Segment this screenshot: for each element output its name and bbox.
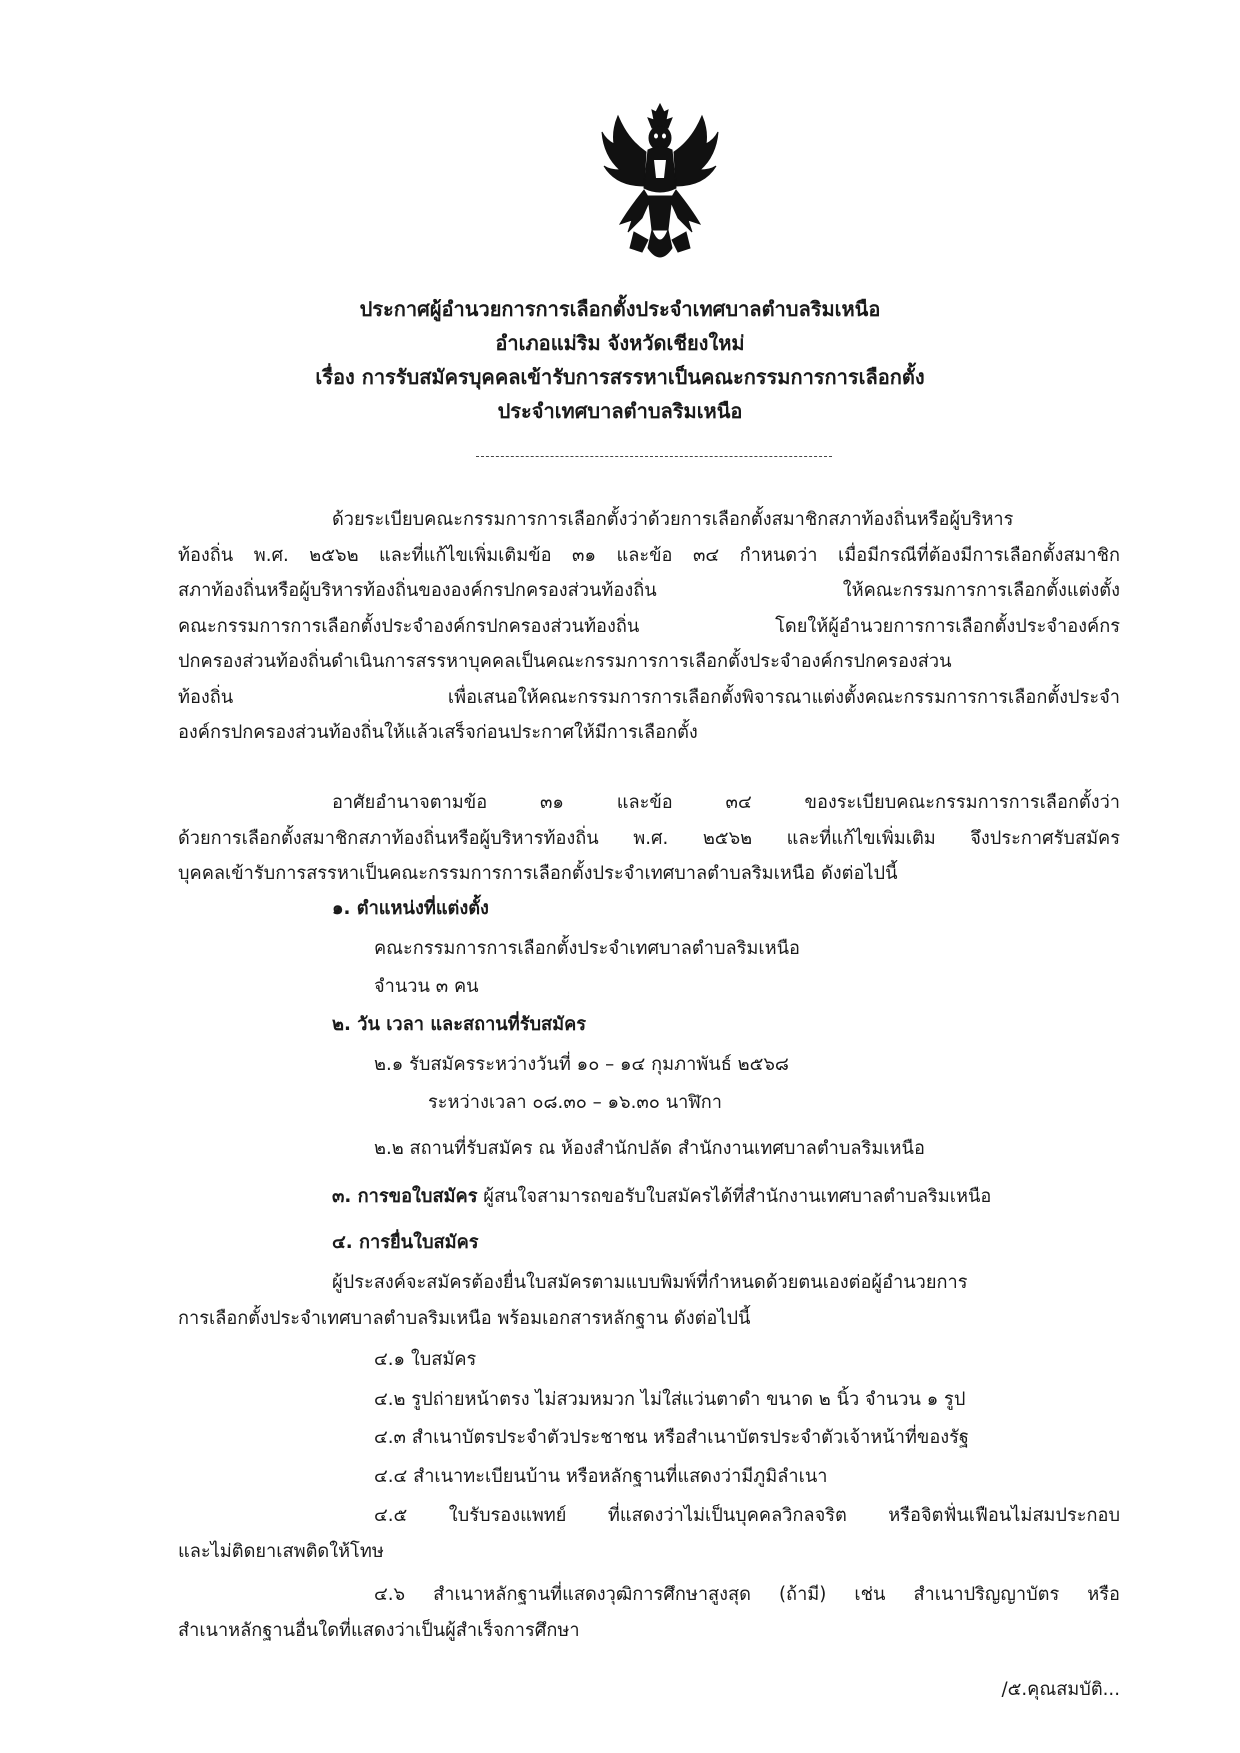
intro-line: ท้องถิ่น พ.ศ. ๒๕๖๒ และที่แก้ไขเพิ่มเติมข้อ ๓๑ และข้อ ๓๔ กำหนดว่า เมื่อมีกรณีที่ต้องมีการเลือกตั้งสมาชิก	[178, 544, 1120, 566]
continuation-marker: /๕.คุณสมบัติ...	[1001, 1679, 1120, 1700]
authority-paragraph	[178, 785, 1120, 892]
section-2-heading: ๒. วัน เวลา และสถานที่รับสมัคร	[332, 1014, 587, 1035]
section-2-item-1-date: ๒.๑ รับสมัครระหว่างวันที่ ๑๐ – ๑๔ กุมภาพันธ์ ๒๕๖๘	[374, 1054, 789, 1075]
garuda-emblem-icon	[598, 100, 722, 268]
document-item: ๔.๔ สำเนาทะเบียนบ้าน หรือหลักฐานที่แสดงว่ามีภูมิลำเนา	[374, 1466, 828, 1487]
authority-line: อาศัยอำนาจตามข้อ ๓๑ และข้อ ๓๔ ของระเบียบคณะกรรมการการเลือกตั้งว่า	[332, 792, 1120, 813]
intro-line: ท้องถิ่น เพื่อเสนอให้คณะกรรมการการเลือกตั้งพิจารณาแต่งตั้งคณะกรรมการการเลือกตั้งประจำ	[178, 686, 1120, 708]
section-1-heading: ๑. ตำแหน่งที่แต่งตั้ง	[332, 898, 489, 919]
document-item-line: และไม่ติดยาเสพติดให้โทษ	[178, 1540, 384, 1562]
section-3-text: ผู้สนใจสามารถขอรับใบสมัครได้ที่สำนักงานเทศบาลตำบลริมเหนือ	[483, 1186, 992, 1207]
document-item-line: ๔.๕ ใบรับรองแพทย์ ที่แสดงว่าไม่เป็นบุคคลวิกลจริต หรือจิตฟั่นเฟือนไม่สมประกอบ	[374, 1505, 1120, 1526]
title-divider	[476, 456, 832, 457]
section-3	[332, 1182, 991, 1212]
authority-line: ด้วยการเลือกตั้งสมาชิกสภาท้องถิ่นหรือผู้บริหารท้องถิ่น พ.ศ. ๒๕๖๒ และที่แก้ไขเพิ่มเติม จึงประกาศรับสมัคร	[178, 827, 1120, 849]
document-item: ๔.๒ รูปถ่ายหน้าตรง ไม่สวมหมวก ไม่ใส่แว่นตาดำ ขนาด ๒ นิ้ว จำนวน ๑ รูป	[374, 1389, 966, 1410]
announcement-title	[200, 292, 1040, 428]
document-item: ๔.๑ ใบสมัคร	[374, 1349, 477, 1370]
intro-line: องค์กรปกครองส่วนท้องถิ่นให้แล้วเสร็จก่อนประกาศให้มีการเลือกตั้ง	[178, 722, 698, 743]
section-3-heading: ๓. การขอใบสมัคร	[332, 1186, 478, 1207]
document-item-line: ๔.๖ สำเนาหลักฐานที่แสดงวุฒิการศึกษาสูงสุด (ถ้ามี) เช่น สำเนาปริญญาบัตร หรือ	[374, 1584, 1120, 1605]
intro-line: ปกครองส่วนท้องถิ่นดำเนินการสรรหาบุคคลเป็นคณะกรรมการการเลือกตั้งประจำองค์กรปกครองส่วน	[178, 651, 952, 672]
title-line-2: อำเภอแม่ริม จังหวัดเชียงใหม่	[495, 331, 745, 355]
title-line-3: เรื่อง การรับสมัครบุคคลเข้ารับการสรรหาเป็นคณะกรรมการการเลือกตั้ง	[315, 365, 925, 389]
section-2-item-2: ๒.๒ สถานที่รับสมัคร ณ ห้องสำนักปลัด สำนักงานเทศบาลตำบลริมเหนือ	[374, 1138, 925, 1159]
title-line-1: ประกาศผู้อำนวยการการเลือกตั้งประจำเทศบาลตำบลริมเหนือ	[359, 297, 881, 321]
document-item-5	[178, 1498, 1120, 1569]
section-4-intro-line: ผู้ประสงค์จะสมัครต้องยื่นใบสมัครตามแบบพิมพ์ที่กำหนดด้วยตนเองต่อผู้อำนวยการ	[332, 1272, 968, 1293]
section-2-item-1-time: ระหว่างเวลา ๐๘.๓๐ – ๑๖.๓๐ นาฬิกา	[428, 1092, 722, 1113]
authority-line: บุคคลเข้ารับการสรรหาเป็นคณะกรรมการการเลือกตั้งประจำเทศบาลตำบลริมเหนือ ดังต่อไปนี้	[178, 863, 898, 884]
section-4-heading: ๔. การยื่นใบสมัคร	[332, 1232, 479, 1253]
section-4-intro	[178, 1265, 1120, 1336]
document-item: ๔.๓ สำเนาบัตรประจำตัวประชาชน หรือสำเนาบัตรประจำตัวเจ้าหน้าที่ของรัฐ	[374, 1427, 969, 1448]
intro-line: ด้วยระเบียบคณะกรรมการการเลือกตั้งว่าด้วยการเลือกตั้งสมาชิกสภาท้องถิ่นหรือผู้บริหาร	[332, 509, 1014, 530]
title-line-4: ประจำเทศบาลตำบลริมเหนือ	[497, 399, 743, 423]
section-4-intro-line: การเลือกตั้งประจำเทศบาลตำบลริมเหนือ พร้อมเอกสารหลักฐาน ดังต่อไปนี้	[178, 1307, 751, 1329]
intro-line: คณะกรรมการการเลือกตั้งประจำองค์กรปกครองส่วนท้องถิ่น โดยให้ผู้อำนวยการการเลือกตั้งประจำองค์กร	[178, 615, 1120, 637]
section-1-position: คณะกรรมการการเลือกตั้งประจำเทศบาลตำบลริมเหนือ	[374, 938, 800, 959]
document-item-6	[178, 1577, 1120, 1648]
document-item-line: สำเนาหลักฐานอื่นใดที่แสดงว่าเป็นผู้สำเร็จการศึกษา	[178, 1619, 580, 1641]
section-1-count: จำนวน ๓ คน	[374, 976, 479, 997]
intro-paragraph	[178, 502, 1120, 751]
intro-line: สภาท้องถิ่นหรือผู้บริหารท้องถิ่นขององค์กรปกครองส่วนท้องถิ่น ให้คณะกรรมการการเลือกตั้งแต่งตั้ง	[178, 580, 1120, 601]
